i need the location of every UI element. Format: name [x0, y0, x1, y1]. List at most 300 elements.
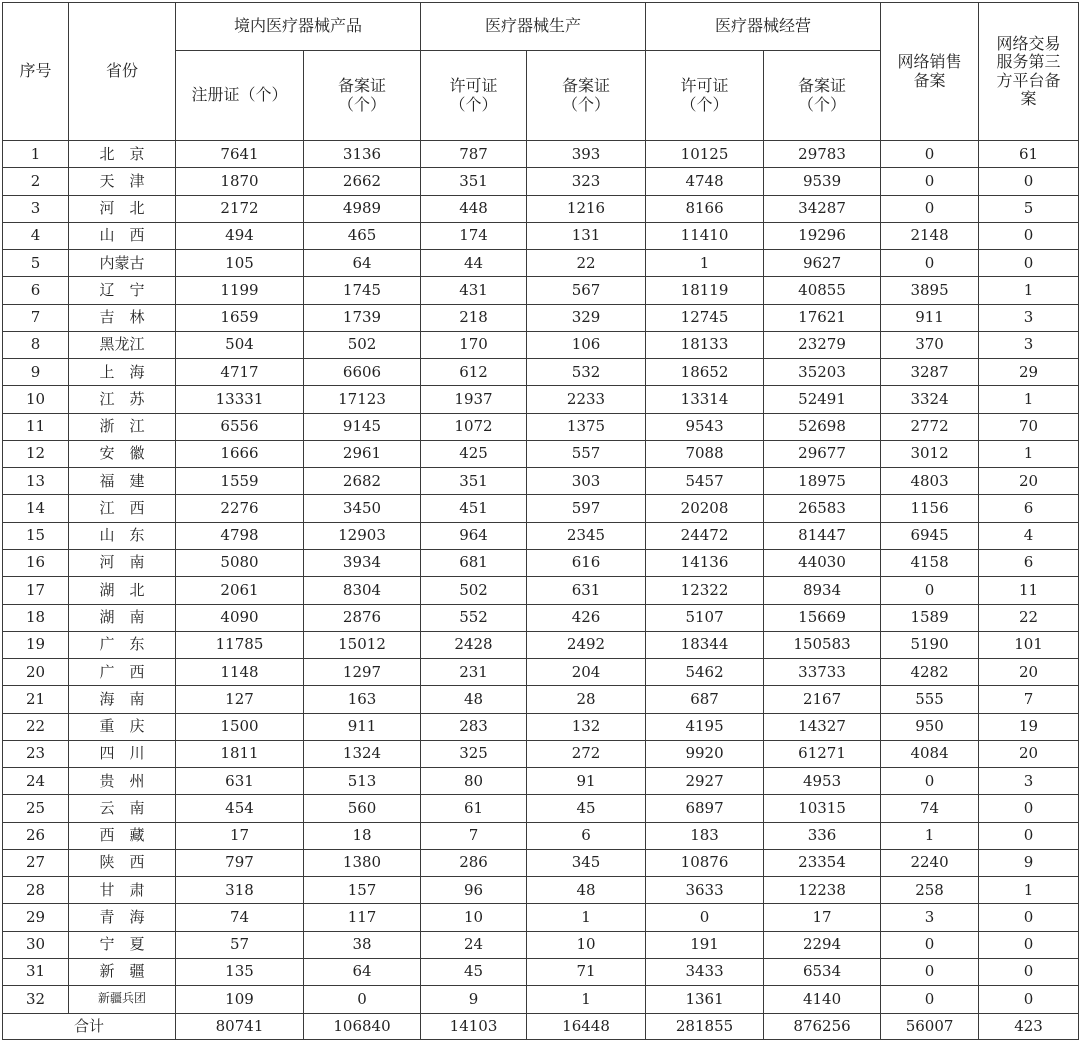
- row-platform: 1: [979, 386, 1079, 413]
- row-registration: 135: [176, 958, 304, 985]
- row-index: 29: [3, 904, 69, 931]
- row-registration: 74: [176, 904, 304, 931]
- row-online-sales: 3: [881, 904, 979, 931]
- row-platform: 19: [979, 713, 1079, 740]
- row-mfg-permit: 96: [421, 877, 527, 904]
- row-product-filing: 64: [304, 958, 421, 985]
- row-platform: 0: [979, 904, 1079, 931]
- row-op-permit: 8166: [646, 195, 764, 222]
- row-mfg-filing: 272: [527, 740, 646, 767]
- row-mfg-permit: 612: [421, 359, 527, 386]
- row-mfg-filing: 10: [527, 931, 646, 958]
- table-row: [3, 740, 1079, 767]
- row-online-sales: 1589: [881, 604, 979, 631]
- row-platform: 6: [979, 549, 1079, 576]
- row-mfg-permit: 451: [421, 495, 527, 522]
- row-mfg-filing: 204: [527, 659, 646, 686]
- row-mfg-permit: 7: [421, 822, 527, 849]
- row-platform: 20: [979, 740, 1079, 767]
- row-op-filing: 17: [764, 904, 881, 931]
- row-registration: 4090: [176, 604, 304, 631]
- row-product-filing: 560: [304, 795, 421, 822]
- row-registration: 1811: [176, 740, 304, 767]
- row-product-filing: 9145: [304, 413, 421, 440]
- row-platform: 61: [979, 141, 1079, 168]
- row-online-sales: 370: [881, 331, 979, 358]
- row-online-sales: 3287: [881, 359, 979, 386]
- row-index: 24: [3, 768, 69, 795]
- row-op-permit: 2927: [646, 768, 764, 795]
- header-op-permit-line2: （个）: [680, 94, 729, 114]
- row-registration: 127: [176, 686, 304, 713]
- row-op-permit: 20208: [646, 495, 764, 522]
- header-product-filing-line1: 备案证: [338, 76, 387, 96]
- row-online-sales: 0: [881, 141, 979, 168]
- row-platform: 101: [979, 631, 1079, 658]
- row-platform: 9: [979, 849, 1079, 876]
- row-mfg-permit: 425: [421, 440, 527, 467]
- row-mfg-filing: 2345: [527, 522, 646, 549]
- row-mfg-filing: 532: [527, 359, 646, 386]
- row-op-permit: 4748: [646, 168, 764, 195]
- row-index: 9: [3, 359, 69, 386]
- row-province: 浙 江: [69, 413, 176, 440]
- row-platform: 0: [979, 958, 1079, 985]
- row-mfg-filing: 71: [527, 958, 646, 985]
- row-registration: 318: [176, 877, 304, 904]
- header-platform-line3: 方平台备: [996, 70, 1061, 90]
- row-province: 甘 肃: [69, 877, 176, 904]
- row-mfg-permit: 45: [421, 958, 527, 985]
- row-mfg-permit: 787: [421, 141, 527, 168]
- row-mfg-permit: 170: [421, 331, 527, 358]
- row-province: 山 东: [69, 522, 176, 549]
- row-online-sales: 1: [881, 822, 979, 849]
- row-registration: 109: [176, 986, 304, 1013]
- row-op-permit: 191: [646, 931, 764, 958]
- row-index: 31: [3, 958, 69, 985]
- row-op-permit: 0: [646, 904, 764, 931]
- row-op-permit: 3633: [646, 877, 764, 904]
- header-platform-line4: 案: [1020, 88, 1037, 108]
- row-province: 宁 夏: [69, 931, 176, 958]
- row-index: 14: [3, 495, 69, 522]
- header-product-filing: [304, 51, 421, 141]
- row-product-filing: 1324: [304, 740, 421, 767]
- row-op-filing: 19296: [764, 222, 881, 249]
- row-op-filing: 23279: [764, 331, 881, 358]
- row-product-filing: 502: [304, 331, 421, 358]
- row-op-filing: 9539: [764, 168, 881, 195]
- table-row: [3, 440, 1079, 467]
- row-province: 陕 西: [69, 849, 176, 876]
- row-mfg-permit: 61: [421, 795, 527, 822]
- row-province: 北 京: [69, 141, 176, 168]
- row-online-sales: 0: [881, 195, 979, 222]
- row-registration: 1870: [176, 168, 304, 195]
- row-op-filing: 17621: [764, 304, 881, 331]
- row-product-filing: 38: [304, 931, 421, 958]
- row-index: 8: [3, 331, 69, 358]
- row-province: 湖 北: [69, 577, 176, 604]
- row-mfg-permit: 552: [421, 604, 527, 631]
- header-op-permit-line1: 许可证: [680, 76, 729, 96]
- table-body: [3, 141, 1079, 1040]
- row-index: 21: [3, 686, 69, 713]
- row-mfg-filing: 1216: [527, 195, 646, 222]
- row-product-filing: 2662: [304, 168, 421, 195]
- row-platform: 11: [979, 577, 1079, 604]
- row-op-permit: 183: [646, 822, 764, 849]
- row-platform: 0: [979, 168, 1079, 195]
- row-op-permit: 18119: [646, 277, 764, 304]
- row-index: 3: [3, 195, 69, 222]
- row-index: 12: [3, 440, 69, 467]
- row-mfg-filing: 22: [527, 250, 646, 277]
- row-platform: 0: [979, 250, 1079, 277]
- header-platform: [979, 3, 1079, 141]
- header-op-permit: [646, 51, 764, 141]
- row-op-permit: 6897: [646, 795, 764, 822]
- row-province: 湖 南: [69, 604, 176, 631]
- header-mfg-filing-line1: 备案证: [562, 76, 611, 96]
- row-index: 5: [3, 250, 69, 277]
- row-mfg-permit: 48: [421, 686, 527, 713]
- row-registration: 4717: [176, 359, 304, 386]
- row-registration: 1659: [176, 304, 304, 331]
- row-mfg-filing: 426: [527, 604, 646, 631]
- row-index: 32: [3, 986, 69, 1013]
- table-header: [3, 3, 1079, 141]
- row-mfg-permit: 80: [421, 768, 527, 795]
- row-index: 19: [3, 631, 69, 658]
- row-op-permit: 4195: [646, 713, 764, 740]
- row-province: 黑龙江: [69, 331, 176, 358]
- row-registration: 17: [176, 822, 304, 849]
- row-index: 1: [3, 141, 69, 168]
- row-online-sales: 4803: [881, 468, 979, 495]
- row-online-sales: 0: [881, 986, 979, 1013]
- row-platform: 0: [979, 931, 1079, 958]
- row-product-filing: 1745: [304, 277, 421, 304]
- row-online-sales: 3895: [881, 277, 979, 304]
- header-platform-line2: 服务第三: [996, 52, 1061, 72]
- table-row: [3, 304, 1079, 331]
- row-mfg-permit: 10: [421, 904, 527, 931]
- table-row: [3, 222, 1079, 249]
- row-op-filing: 336: [764, 822, 881, 849]
- row-mfg-filing: 393: [527, 141, 646, 168]
- row-mfg-permit: 44: [421, 250, 527, 277]
- row-op-permit: 9543: [646, 413, 764, 440]
- row-op-permit: 10125: [646, 141, 764, 168]
- total-op-filing: 876256: [764, 1013, 881, 1040]
- device-statistics-table: [2, 2, 1079, 1040]
- row-registration: 1500: [176, 713, 304, 740]
- row-province: 河 南: [69, 549, 176, 576]
- row-platform: 3: [979, 304, 1079, 331]
- table-row: [3, 631, 1079, 658]
- row-platform: 0: [979, 986, 1079, 1013]
- row-op-filing: 29783: [764, 141, 881, 168]
- row-province: 吉 林: [69, 304, 176, 331]
- row-product-filing: 1380: [304, 849, 421, 876]
- row-index: 27: [3, 849, 69, 876]
- row-province: 云 南: [69, 795, 176, 822]
- header-province: 省份: [69, 3, 176, 141]
- row-registration: 1666: [176, 440, 304, 467]
- row-op-permit: 18652: [646, 359, 764, 386]
- row-province: 青 海: [69, 904, 176, 931]
- row-index: 22: [3, 713, 69, 740]
- row-product-filing: 465: [304, 222, 421, 249]
- header-mfg-filing-line2: （个）: [562, 94, 611, 114]
- row-mfg-permit: 351: [421, 168, 527, 195]
- row-product-filing: 2682: [304, 468, 421, 495]
- row-index: 30: [3, 931, 69, 958]
- row-op-filing: 29677: [764, 440, 881, 467]
- table-row: [3, 386, 1079, 413]
- total-online-sales: 56007: [881, 1013, 979, 1040]
- row-province: 天 津: [69, 168, 176, 195]
- table-row: [3, 413, 1079, 440]
- row-province: 新 疆: [69, 958, 176, 985]
- row-registration: 2061: [176, 577, 304, 604]
- row-online-sales: 4158: [881, 549, 979, 576]
- row-province: 上 海: [69, 359, 176, 386]
- row-op-filing: 33733: [764, 659, 881, 686]
- row-op-filing: 81447: [764, 522, 881, 549]
- row-province: 福 建: [69, 468, 176, 495]
- row-registration: 105: [176, 250, 304, 277]
- row-online-sales: 258: [881, 877, 979, 904]
- row-province: 广 西: [69, 659, 176, 686]
- row-mfg-filing: 329: [527, 304, 646, 331]
- row-op-filing: 52491: [764, 386, 881, 413]
- row-registration: 7641: [176, 141, 304, 168]
- row-op-filing: 10315: [764, 795, 881, 822]
- row-mfg-filing: 28: [527, 686, 646, 713]
- row-mfg-permit: 2428: [421, 631, 527, 658]
- table-row: [3, 495, 1079, 522]
- row-platform: 6: [979, 495, 1079, 522]
- row-platform: 1: [979, 440, 1079, 467]
- row-registration: 2276: [176, 495, 304, 522]
- header-group-production: 医疗器械生产: [421, 3, 646, 51]
- row-online-sales: 950: [881, 713, 979, 740]
- row-registration: 4798: [176, 522, 304, 549]
- row-online-sales: 3324: [881, 386, 979, 413]
- row-online-sales: 2148: [881, 222, 979, 249]
- row-op-filing: 44030: [764, 549, 881, 576]
- row-op-filing: 61271: [764, 740, 881, 767]
- row-registration: 6556: [176, 413, 304, 440]
- row-product-filing: 157: [304, 877, 421, 904]
- row-op-permit: 9920: [646, 740, 764, 767]
- table-row: [3, 795, 1079, 822]
- table-row: [3, 986, 1079, 1013]
- row-mfg-filing: 6: [527, 822, 646, 849]
- row-province: 江 苏: [69, 386, 176, 413]
- row-registration: 57: [176, 931, 304, 958]
- header-product-filing-line2: （个）: [338, 94, 387, 114]
- row-op-permit: 18344: [646, 631, 764, 658]
- row-online-sales: 3012: [881, 440, 979, 467]
- header-registration: 注册证（个）: [176, 51, 304, 141]
- row-province: 江 西: [69, 495, 176, 522]
- row-mfg-permit: 448: [421, 195, 527, 222]
- row-index: 23: [3, 740, 69, 767]
- row-mfg-filing: 616: [527, 549, 646, 576]
- row-mfg-permit: 283: [421, 713, 527, 740]
- row-online-sales: 2240: [881, 849, 979, 876]
- table-row: [3, 250, 1079, 277]
- row-op-permit: 687: [646, 686, 764, 713]
- table-row: [3, 468, 1079, 495]
- total-op-permit: 281855: [646, 1013, 764, 1040]
- row-platform: 1: [979, 877, 1079, 904]
- table-row: [3, 168, 1079, 195]
- row-op-filing: 4140: [764, 986, 881, 1013]
- header-op-filing-line2: （个）: [798, 94, 847, 114]
- row-op-filing: 8934: [764, 577, 881, 604]
- row-mfg-permit: 681: [421, 549, 527, 576]
- row-mfg-filing: 597: [527, 495, 646, 522]
- row-op-permit: 5457: [646, 468, 764, 495]
- row-mfg-permit: 218: [421, 304, 527, 331]
- row-mfg-filing: 131: [527, 222, 646, 249]
- header-op-filing: [764, 51, 881, 141]
- row-op-filing: 4953: [764, 768, 881, 795]
- row-mfg-filing: 1: [527, 986, 646, 1013]
- row-product-filing: 12903: [304, 522, 421, 549]
- table-row: [3, 195, 1079, 222]
- header-mfg-filing: [527, 51, 646, 141]
- row-province: 新疆兵团: [69, 986, 176, 1013]
- row-province: 贵 州: [69, 768, 176, 795]
- row-op-filing: 15669: [764, 604, 881, 631]
- header-mfg-permit: [421, 51, 527, 141]
- row-index: 26: [3, 822, 69, 849]
- row-product-filing: 6606: [304, 359, 421, 386]
- row-mfg-filing: 132: [527, 713, 646, 740]
- row-mfg-permit: 174: [421, 222, 527, 249]
- total-row: [3, 1013, 1079, 1040]
- row-mfg-permit: 325: [421, 740, 527, 767]
- row-registration: 5080: [176, 549, 304, 576]
- row-platform: 1: [979, 277, 1079, 304]
- row-index: 28: [3, 877, 69, 904]
- row-online-sales: 0: [881, 577, 979, 604]
- row-product-filing: 0: [304, 986, 421, 1013]
- row-province: 辽 宁: [69, 277, 176, 304]
- row-province: 安 徽: [69, 440, 176, 467]
- row-index: 15: [3, 522, 69, 549]
- header-op-filing-line1: 备案证: [798, 76, 847, 96]
- row-product-filing: 911: [304, 713, 421, 740]
- row-op-permit: 10876: [646, 849, 764, 876]
- row-online-sales: 0: [881, 250, 979, 277]
- row-mfg-permit: 964: [421, 522, 527, 549]
- row-province: 河 北: [69, 195, 176, 222]
- row-platform: 5: [979, 195, 1079, 222]
- table-row: [3, 686, 1079, 713]
- row-index: 25: [3, 795, 69, 822]
- row-index: 7: [3, 304, 69, 331]
- row-index: 17: [3, 577, 69, 604]
- table-row: [3, 958, 1079, 985]
- header-group-operation: 医疗器械经营: [646, 3, 881, 51]
- row-platform: 0: [979, 222, 1079, 249]
- row-mfg-permit: 1072: [421, 413, 527, 440]
- row-province: 海 南: [69, 686, 176, 713]
- row-op-permit: 12745: [646, 304, 764, 331]
- row-platform: 0: [979, 822, 1079, 849]
- row-registration: 504: [176, 331, 304, 358]
- row-index: 11: [3, 413, 69, 440]
- row-registration: 454: [176, 795, 304, 822]
- row-online-sales: 74: [881, 795, 979, 822]
- row-index: 16: [3, 549, 69, 576]
- row-province: 四 川: [69, 740, 176, 767]
- row-product-filing: 17123: [304, 386, 421, 413]
- table-row: [3, 522, 1079, 549]
- row-province: 内蒙古: [69, 250, 176, 277]
- row-mfg-permit: 24: [421, 931, 527, 958]
- row-mfg-filing: 345: [527, 849, 646, 876]
- row-online-sales: 911: [881, 304, 979, 331]
- table-row: [3, 713, 1079, 740]
- row-mfg-filing: 2492: [527, 631, 646, 658]
- row-product-filing: 1297: [304, 659, 421, 686]
- row-op-filing: 150583: [764, 631, 881, 658]
- row-mfg-filing: 557: [527, 440, 646, 467]
- row-op-permit: 5107: [646, 604, 764, 631]
- row-product-filing: 3934: [304, 549, 421, 576]
- total-label: 合计: [3, 1013, 176, 1040]
- row-product-filing: 117: [304, 904, 421, 931]
- row-online-sales: 2772: [881, 413, 979, 440]
- table-row: [3, 931, 1079, 958]
- table-row: [3, 849, 1079, 876]
- row-op-permit: 1: [646, 250, 764, 277]
- row-product-filing: 163: [304, 686, 421, 713]
- row-registration: 1199: [176, 277, 304, 304]
- row-index: 18: [3, 604, 69, 631]
- row-platform: 70: [979, 413, 1079, 440]
- row-mfg-filing: 303: [527, 468, 646, 495]
- row-platform: 3: [979, 768, 1079, 795]
- row-online-sales: 0: [881, 768, 979, 795]
- row-op-permit: 3433: [646, 958, 764, 985]
- row-op-permit: 1361: [646, 986, 764, 1013]
- header-mfg-permit-line1: 许可证: [449, 76, 498, 96]
- row-index: 13: [3, 468, 69, 495]
- table-row: [3, 904, 1079, 931]
- row-op-permit: 11410: [646, 222, 764, 249]
- header-mfg-permit-line2: （个）: [449, 94, 498, 114]
- row-op-filing: 52698: [764, 413, 881, 440]
- row-op-permit: 24472: [646, 522, 764, 549]
- row-mfg-filing: 91: [527, 768, 646, 795]
- row-product-filing: 15012: [304, 631, 421, 658]
- header-platform-line1: 网络交易: [996, 33, 1061, 53]
- row-province: 广 东: [69, 631, 176, 658]
- row-platform: 20: [979, 659, 1079, 686]
- row-platform: 3: [979, 331, 1079, 358]
- header-index: 序号: [3, 3, 69, 141]
- row-product-filing: 1739: [304, 304, 421, 331]
